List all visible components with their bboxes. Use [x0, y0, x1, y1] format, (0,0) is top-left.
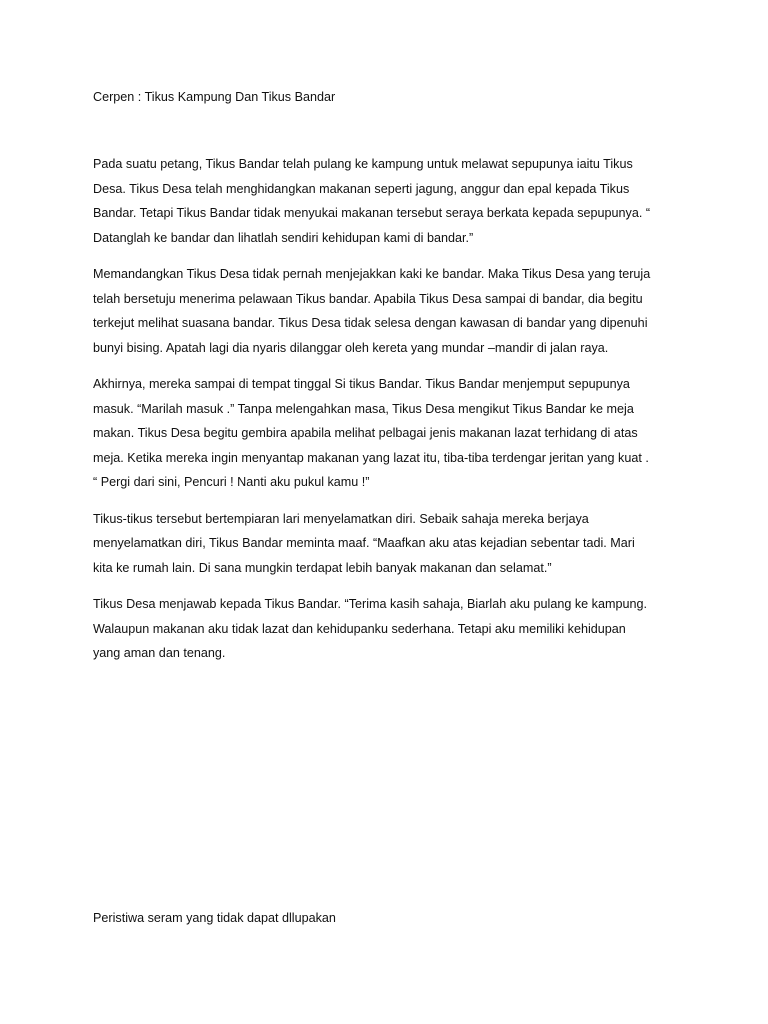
paragraph-line: “ Pergi dari sini, Pencuri ! Nanti aku pukul kamu !”: [93, 475, 370, 489]
paragraph-line: meja. Ketika mereka ingin menyantap makanan yang lazat itu, tiba-tiba terdengar jeritan yang kuat .: [93, 450, 649, 465]
paragraph-5: [93, 592, 693, 666]
paragraph-line: kita ke rumah lain. Di sana mungkin terdapat lebih banyak makanan dan selamat.”: [93, 560, 552, 575]
paragraph-line: Memandangkan Tikus Desa tidak pernah menjejakkan kaki ke bandar. Maka Tikus Desa yang teruja: [93, 267, 651, 281]
paragraph-2: [93, 262, 693, 360]
paragraph-line: Walaupun makanan aku tidak lazat dan kehidupanku sederhana. Tetapi aku memiliki kehidupan: [93, 621, 626, 636]
paragraph-line: yang aman dan tenang.: [93, 646, 226, 660]
paragraph-line: menyelamatkan diri, Tikus Bandar meminta maaf. “Maafkan aku atas kejadian sebentar tadi. Mari: [93, 536, 635, 550]
paragraph-line: makan. Tikus Desa begitu gembira apabila melihat pelbagai jenis makanan lazat terhidang di atas: [93, 426, 638, 440]
next-story-heading: Peristiwa seram yang tidak dapat dllupakan: [93, 911, 336, 925]
paragraph-line: Pada suatu petang, Tikus Bandar telah pulang ke kampung untuk melawat sepupunya iaitu Tikus: [93, 157, 633, 171]
paragraph-line: terkejut melihat suasana bandar. Tikus Desa tidak selesa dengan kawasan di bandar yang dipenuhi: [93, 316, 648, 330]
paragraph-line: Datanglah ke bandar dan lihatlah sendiri kehidupan kami di bandar.”: [93, 230, 474, 245]
paragraph-line: Tikus-tikus tersebut bertempiaran lari menyelamatkan diri. Sebaik sahaja mereka berjaya: [93, 511, 589, 526]
paragraph-line: Tikus Desa menjawab kepada Tikus Bandar. “Terima kasih sahaja, Biarlah aku pulang ke kampung.: [93, 597, 647, 611]
paragraph-line: masuk. “Marilah masuk .” Tanpa melengahkan masa, Tikus Desa mengikut Tikus Bandar ke meja: [93, 401, 634, 416]
paragraph-4: [93, 507, 693, 581]
document-title: Cerpen : Tikus Kampung Dan Tikus Bandar: [93, 90, 336, 104]
paragraph-line: Desa. Tikus Desa telah menghidangkan makanan seperti jagung, anggur dan epal kepada Tikus: [93, 181, 630, 196]
paragraph-line: telah bersetuju menerima pelawaan Tikus bandar. Apabila Tikus Desa sampai di bandar, dia begitu: [93, 291, 643, 306]
story-body: [93, 152, 693, 678]
paragraph-3: [93, 372, 693, 495]
paragraph-1: [93, 152, 693, 250]
paragraph-line: bunyi bising. Apatah lagi dia nyaris dilanggar oleh kereta yang mundar –mandir di jalan raya.: [93, 340, 609, 355]
paragraph-line: Bandar. Tetapi Tikus Bandar tidak menyukai makanan tersebut seraya berkata kepada sepupunya. “: [93, 206, 651, 220]
paragraph-line: Akhirnya, mereka sampai di tempat tinggal Si tikus Bandar. Tikus Bandar menjemput sepupunya: [93, 377, 630, 391]
